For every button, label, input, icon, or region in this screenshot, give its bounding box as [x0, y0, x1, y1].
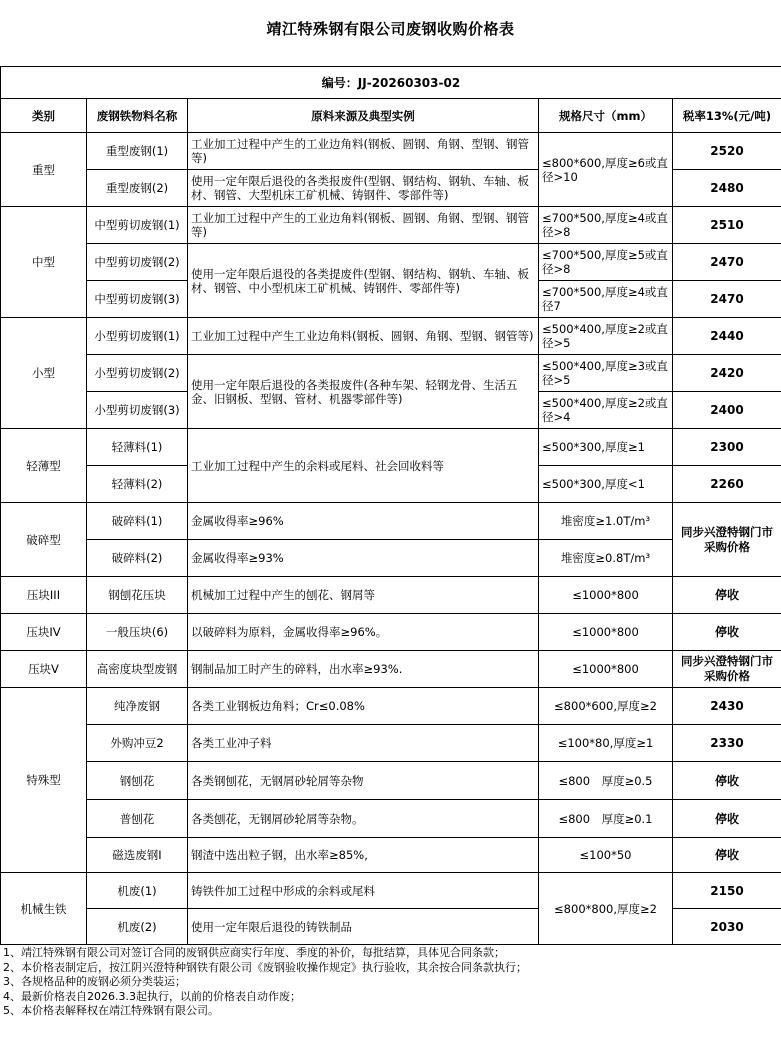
item-name: 中型剪切废钢(1)	[87, 207, 188, 244]
group-crushed: 破碎型	[1, 503, 87, 577]
item-price: 2470	[673, 244, 781, 281]
item-name: 中型剪切废钢(2)	[87, 244, 188, 281]
table-header	[1, 99, 781, 133]
item-spec: ≤800*600,厚度≥2	[539, 688, 673, 725]
item-name: 小型剪切废钢(1)	[87, 318, 188, 355]
table-row	[1, 577, 781, 614]
header-price: 税率13%(元/吨)	[673, 99, 781, 133]
footnotes	[3, 946, 778, 1019]
item-source: 钢制品加工时产生的碎料，出水率≥93%.	[188, 651, 539, 688]
footnote: 5、本价格表解释权在靖江特殊钢有限公司。	[3, 1004, 219, 1018]
item-name: 轻薄料(1)	[87, 429, 188, 466]
price-table	[0, 66, 781, 945]
group-iron: 机械生铁	[1, 873, 87, 945]
group-medium: 中型	[1, 207, 87, 318]
item-source: 使用一定年限后退役的铸铁制品	[188, 909, 539, 945]
item-price: 2330	[673, 725, 781, 762]
header-name: 废钢铁物料名称	[87, 99, 188, 133]
table-row	[1, 800, 781, 838]
item-source: 使用一定年限后退役的各类报废件(各种车架、轻钢龙骨、生活五金、旧钢板、型钢、管材、机器零部件等)	[188, 355, 539, 429]
item-source: 使用一定年限后退役的各类报废件(型钢、钢结构、钢轨、车轴、板材、钢管、大型机床工矿机械、铸钢件、零部件等)	[188, 170, 539, 207]
footnote: 2、本价格表制定后，按江阴兴澄特种钢铁有限公司《废钢验收操作规定》执行验收，其余按合同条款执行；	[3, 960, 527, 974]
item-spec: 堆密度≥1.0T/m³	[539, 503, 673, 540]
item-name: 普刨花	[87, 800, 188, 838]
item-price: 停收	[673, 614, 781, 651]
item-price: 同步兴澄特钢门市采购价格	[673, 503, 781, 577]
item-spec: ≤800*800,厚度≥2	[539, 873, 673, 945]
group-heavy: 重型	[1, 133, 87, 207]
item-spec: ≤100*50	[539, 838, 673, 873]
item-name: 小型剪切废钢(3)	[87, 392, 188, 429]
item-source: 金属收得率≥96%	[188, 503, 539, 540]
item-spec: ≤800 厚度≥0.5	[539, 762, 673, 800]
table-row	[1, 762, 781, 800]
footnote: 3、各规格品种的废钢必须分类装运；	[3, 975, 186, 989]
item-name: 高密度块型废钢	[87, 651, 188, 688]
item-price: 停收	[673, 577, 781, 614]
item-spec: ≤700*500,厚度≥4或直径7	[539, 281, 673, 318]
item-price: 2400	[673, 392, 781, 429]
item-source: 以破碎料为原料，金属收得率≥96%。	[188, 614, 539, 651]
item-source: 金属收得率≥93%	[188, 540, 539, 577]
group-small: 小型	[1, 318, 87, 429]
item-price: 2510	[673, 207, 781, 244]
group-special: 特殊型	[1, 688, 87, 873]
item-spec: ≤800 厚度≥0.1	[539, 800, 673, 838]
group-briquette-4: 压块IV	[1, 614, 87, 651]
item-name: 轻薄料(2)	[87, 466, 188, 503]
item-spec: ≤500*400,厚度≥2或直径>4	[539, 392, 673, 429]
item-source: 工业加工过程中产生的工业边角料(钢板、圆钢、角钢、型钢、钢管等)	[188, 207, 539, 244]
item-name: 机废(2)	[87, 909, 188, 945]
item-price: 2430	[673, 688, 781, 725]
group-briquette-3: 压块III	[1, 577, 87, 614]
item-price: 停收	[673, 838, 781, 873]
item-source: 各类工业冲子料	[188, 725, 539, 762]
item-name: 一般压块(6)	[87, 614, 188, 651]
item-price: 2260	[673, 466, 781, 503]
table-row	[1, 688, 781, 725]
item-price: 2440	[673, 318, 781, 355]
footnote: 1、靖江特殊钢有限公司对签订合同的废钢供应商实行年度、季度的补价，每批结算，具体见合同条款；	[3, 946, 505, 959]
item-name: 重型废钢(1)	[87, 133, 188, 170]
item-source: 各类钢刨花，无钢屑砂轮屑等杂物	[188, 762, 539, 800]
footnote: 4、最新价格表自2026.3.3起执行，以前的价格表自动作废；	[3, 989, 301, 1003]
item-name: 小型剪切废钢(2)	[87, 355, 188, 392]
item-price: 停收	[673, 762, 781, 800]
item-name: 纯净废钢	[87, 688, 188, 725]
item-price: 停收	[673, 800, 781, 838]
table-row	[1, 355, 781, 392]
item-source: 工业加工过程中产生的工业边角料(钢板、圆钢、角钢、型钢、钢管等)	[188, 133, 539, 170]
item-spec: 堆密度≥0.8T/m³	[539, 540, 673, 577]
item-source: 各类刨花，无钢屑砂轮屑等杂物。	[188, 800, 539, 838]
item-spec: ≤1000*800	[539, 614, 673, 651]
item-name: 钢刨花	[87, 762, 188, 800]
item-price: 同步兴澄特钢门市采购价格	[673, 651, 781, 688]
table-row	[1, 503, 781, 540]
code-row	[1, 67, 781, 99]
group-light: 轻薄型	[1, 429, 87, 503]
item-price: 2300	[673, 429, 781, 466]
item-source: 铸铁件加工过程中形成的余料或尾料	[188, 873, 539, 909]
item-source: 钢渣中选出粒子钢，出水率≥85%,	[188, 838, 539, 873]
document-code: 编号：JJ-20260303-02	[1, 67, 781, 99]
table-row	[1, 540, 781, 577]
page-title: 靖江特殊钢有限公司废钢收购价格表	[266, 20, 515, 38]
group-briquette-5: 压块V	[1, 651, 87, 688]
item-name: 中型剪切废钢(3)	[87, 281, 188, 318]
item-spec: ≤1000*800	[539, 651, 673, 688]
item-spec: ≤500*400,厚度≥3或直径>5	[539, 355, 673, 392]
item-spec: ≤800*600,厚度≥6或直径>10	[539, 133, 673, 207]
item-price: 2520	[673, 133, 781, 170]
table-row	[1, 651, 781, 688]
item-price: 2470	[673, 281, 781, 318]
table-row	[1, 614, 781, 651]
header-spec: 规格尺寸（mm）	[539, 99, 673, 133]
item-name: 外购冲豆2	[87, 725, 188, 762]
table-row	[1, 725, 781, 762]
item-price: 2480	[673, 170, 781, 207]
item-source: 使用一定年限后退役的各类提废件(型钢、钢结构、钢轨、车轴、板材、钢管、中小型机床工矿机械、铸钢件、零部件等)	[188, 244, 539, 318]
table-row	[1, 133, 781, 170]
header-source: 原料来源及典型实例	[188, 99, 539, 133]
item-name: 破碎料(2)	[87, 540, 188, 577]
table-row	[1, 318, 781, 355]
item-spec: ≤1000*800	[539, 577, 673, 614]
item-spec: ≤500*300,厚度<1	[539, 466, 673, 503]
item-source: 各类工业钢板边角料；Cr≤0.08%	[188, 688, 539, 725]
item-spec: ≤700*500,厚度≥5或直径>8	[539, 244, 673, 281]
table-row	[1, 838, 781, 873]
item-name: 机废(1)	[87, 873, 188, 909]
item-source: 机械加工过程中产生的刨花、钢屑等	[188, 577, 539, 614]
table-row	[1, 429, 781, 466]
item-spec: ≤700*500,厚度≥4或直径>8	[539, 207, 673, 244]
table-row	[1, 207, 781, 244]
item-name: 磁选废钢I	[87, 838, 188, 873]
header-category: 类别	[1, 99, 87, 133]
item-source: 工业加工过程中产生工业边角料(钢板、圆钢、角钢、型钢、钢管等)	[188, 318, 539, 355]
item-name: 重型废钢(2)	[87, 170, 188, 207]
item-spec: ≤100*80,厚度≥1	[539, 725, 673, 762]
item-source: 工业加工过程中产生的余料或尾料、社会回收料等	[188, 429, 539, 503]
item-price: 2150	[673, 873, 781, 909]
table-row	[1, 873, 781, 909]
table-row	[1, 244, 781, 281]
item-spec: ≤500*400,厚度≥2或直径>5	[539, 318, 673, 355]
item-price: 2420	[673, 355, 781, 392]
item-spec: ≤500*300,厚度≥1	[539, 429, 673, 466]
item-price: 2030	[673, 909, 781, 945]
item-name: 钢刨花压块	[87, 577, 188, 614]
item-name: 破碎料(1)	[87, 503, 188, 540]
